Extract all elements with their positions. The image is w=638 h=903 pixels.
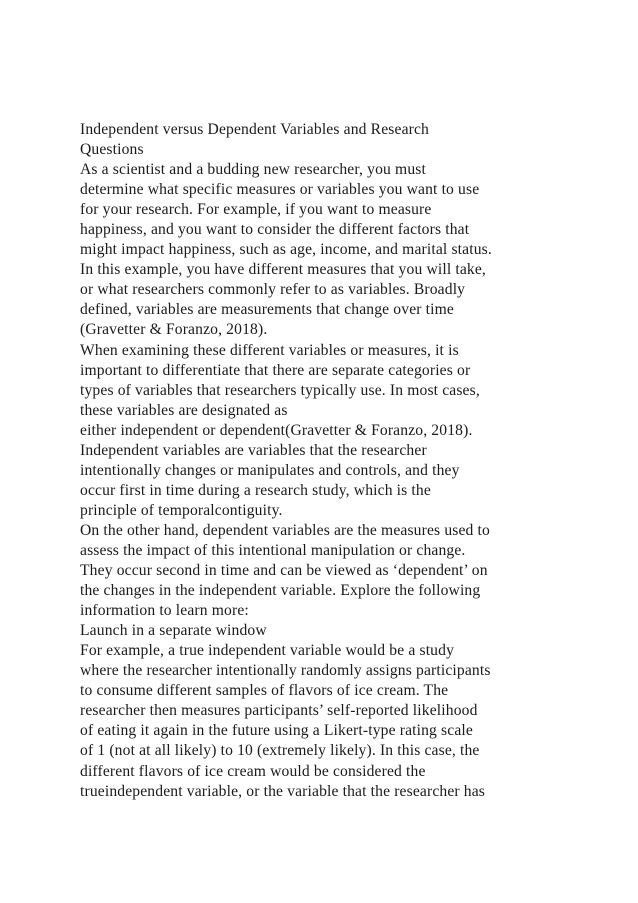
- body-text-line: They occur second in time and can be viewed as ‘dependent’ on: [80, 562, 488, 580]
- body-text-line: For example, a true independent variable would be a study: [80, 642, 455, 660]
- body-text-line: information to learn more:: [80, 602, 249, 620]
- body-text-line: occur first in time during a research study, which is the: [80, 481, 431, 499]
- body-text-line: In this example, you have different measures that you will take,: [80, 261, 486, 279]
- body-text-line: happiness, and you want to consider the different factors that: [80, 221, 470, 239]
- body-text-line: to consume different samples of flavors of ice cream. The: [80, 682, 449, 700]
- body-text-line: researcher then measures participants’ self-reported likelihood: [80, 702, 478, 720]
- document-heading-line: Questions: [80, 141, 144, 159]
- body-text-line: When examining these different variables or measures, it is: [80, 341, 459, 359]
- body-text-line: the changes in the independent variable. Explore the following: [80, 582, 481, 600]
- launch-window-line: Launch in a separate window: [80, 622, 267, 640]
- body-text-line: where the researcher intentionally randomly assigns participants: [80, 662, 491, 680]
- document-body: [80, 120, 580, 802]
- body-text-line: important to differentiate that there are separate categories or: [80, 361, 471, 379]
- body-text-line: for your research. For example, if you want to measure: [80, 201, 432, 219]
- body-text-line: of 1 (not at all likely) to 10 (extremely likely). In this case, the: [80, 742, 480, 760]
- body-text-line: might impact happiness, such as age, income, and marital status.: [80, 241, 492, 259]
- body-text-line: assess the impact of this intentional manipulation or change.: [80, 541, 466, 559]
- body-text-line: determine what specific measures or variables you want to use: [80, 181, 480, 199]
- body-text-line: principle of temporalcontiguity.: [80, 501, 283, 519]
- body-text-line: trueindependent variable, or the variable that the researcher has: [80, 782, 486, 800]
- document-heading-line: Independent versus Dependent Variables and Research: [80, 121, 429, 138]
- body-text-line: types of variables that researchers typically use. In most cases,: [80, 381, 480, 399]
- body-text-line: or what researchers commonly refer to as variables. Broadly: [80, 281, 466, 299]
- body-text-line: As a scientist and a budding new researcher, you must: [80, 161, 426, 179]
- body-text-line: of eating it again in the future using a Likert-type rating scale: [80, 722, 473, 740]
- body-text-line: either independent or dependent(Gravetter & Foranzo, 2018).: [80, 421, 473, 439]
- citation-line: (Gravetter & Foranzo, 2018).: [80, 321, 268, 339]
- body-text-line: Independent variables are variables that the researcher: [80, 441, 427, 459]
- body-text-line: different flavors of ice cream would be considered the: [80, 762, 426, 780]
- body-text-line: intentionally changes or manipulates and controls, and they: [80, 461, 460, 479]
- body-text-line: defined, variables are measurements that change over time: [80, 301, 454, 319]
- body-text-line: On the other hand, dependent variables are the measures used to: [80, 521, 490, 539]
- body-text-line: these variables are designated as: [80, 401, 288, 419]
